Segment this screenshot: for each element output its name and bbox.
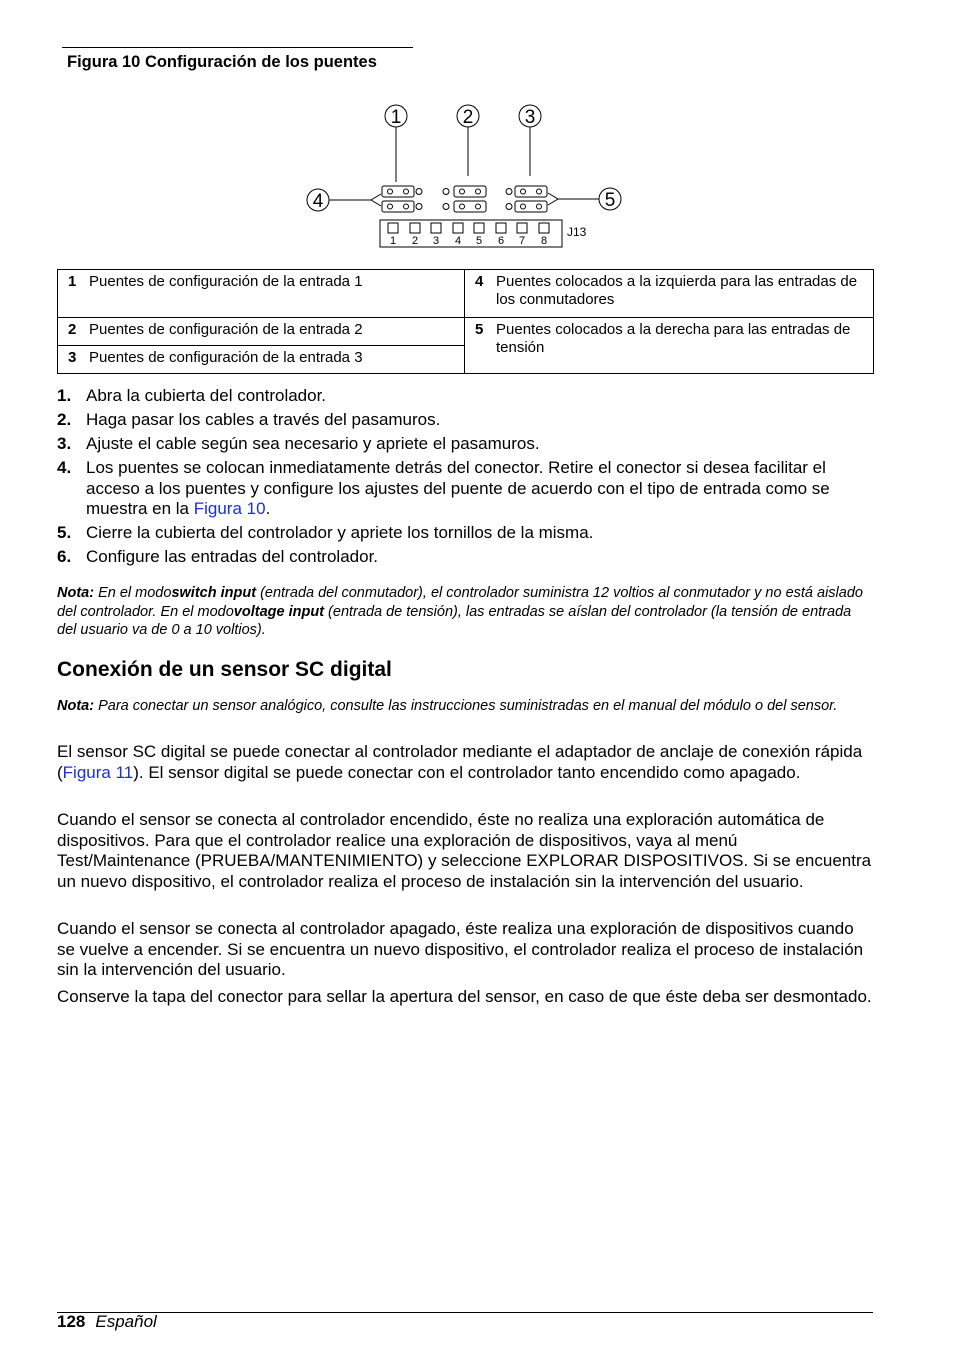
pin-label: 6 [497,235,505,247]
footer-language: Español [95,1312,157,1331]
figure-top-rule [62,47,413,48]
connector-j13 [380,220,587,247]
step-6: 6. Configure las entradas del controlador. [57,547,379,566]
legend-item-3: 3 Puentes de configuración de la entrada 3 [58,346,465,374]
pin-label: 8 [540,235,548,247]
pin-label: 3 [432,235,440,247]
paragraph-connector-cap: Conserve la tapa del conector para sellar la apertura del sensor, en caso de que éste deba ser desmontado. [57,987,872,1006]
pin-label: 5 [475,235,483,247]
pin-label: 1 [389,235,397,247]
paragraph-powered-on: Cuando el sensor se conecta al controlador encendido, éste no realiza una exploración automática de dispositivos. Para que el controlador realice una exploración de dispositivos, vaya al menú Test/Maintenance (PRUEBA/MANTENIMIENTO) y seleccione EXPLORAR DISPOSITIVOS. Si se encuentra un nuevo dispositivo, el controlador realiza el proceso de instalación sin la intervención del usuario. [57,810,872,891]
jumper-block-3 [506,186,547,212]
note-analog-sensor: Nota: Para conectar un sensor analógico, consulte las instrucciones suministradas en el manual del módulo o del sensor. [57,698,838,714]
figure-10-link[interactable]: Figura 10 [193,499,266,518]
figure-caption: Figura 10 Configuración de los puentes [67,53,377,71]
svg-text:5: 5 [604,190,616,211]
svg-text:2: 2 [462,107,474,128]
callout-5 [548,188,621,211]
section-title: Conexión de un sensor SC digital [57,658,392,681]
paragraph-powered-off: Cuando el sensor se conecta al controlador apagado, éste realiza una exploración de dispositivos cuando se vuelve a encender. Si se encuentra un nuevo dispositivo, el controlador realiza el proceso de instalación sin la intervención del usuario. [57,919,864,979]
step-1: 1. Abra la cubierta del controlador. [57,386,327,405]
pin-label: 2 [411,235,419,247]
callout-1 [385,105,407,182]
svg-text:3: 3 [524,107,536,128]
callout-2 [457,105,479,176]
jumper-block-1 [382,186,422,212]
svg-text:4: 4 [312,191,324,212]
connector-label: J13 [567,225,587,239]
step-3: 3. Ajuste el cable según sea necesario y apriete el pasamuros. [57,434,540,453]
pin-label: 4 [454,235,462,247]
step-5: 5. Cierre la cubierta del controlador y apriete los tornillos de la misma. [57,523,594,542]
pin-label: 7 [518,235,526,247]
page-footer [57,1312,157,1332]
legend-item-5: 5 Puentes colocados a la derecha para las entradas de tensión [465,318,874,374]
legend-item-1: 1 Puentes de configuración de la entrada 1 [58,270,465,318]
figure-legend-table [57,269,874,374]
footer-rule [57,1312,873,1313]
step-2: 2. Haga pasar los cables a través del pasamuros. [57,410,441,429]
page-number: 128 [57,1312,86,1331]
jumper-diagram [300,98,630,250]
callout-3 [519,105,541,176]
legend-item-4: 4 Puentes colocados a la izquierda para las entradas de los conmutadores [465,270,874,318]
jumper-block-2 [443,186,486,212]
procedure-steps [57,386,873,571]
paragraph-connection: El sensor SC digital se puede conectar al controlador mediante el adaptador de anclaje de conexión rápida (Figura 11). El sensor digital se puede conectar con el controlador tanto encendido como apagado. [57,742,863,782]
callout-4 [307,189,381,212]
note-input-modes: Nota: En el modoswitch input (entrada del conmutador), el controlador suministra 12 voltios al conmutador y no está aislado del controlador. En el modovoltage input (entrada de tensión), las entradas se aíslan del controlador (la tensión de entrada del usuario va de 0 a 10 voltios). [57,585,863,638]
step-4: 4. Los puentes se colocan inmediatamente detrás del conector. Retire el conector si desea facilitar el acceso a los puentes y configure los ajustes del puente de acuerdo con el tipo de entrada como se muestra en la Figura 10. [57,458,830,518]
svg-text:1: 1 [390,107,402,128]
legend-item-2: 2 Puentes de configuración de la entrada 2 [58,318,465,346]
figure-11-link[interactable]: Figura 11 [62,762,134,782]
